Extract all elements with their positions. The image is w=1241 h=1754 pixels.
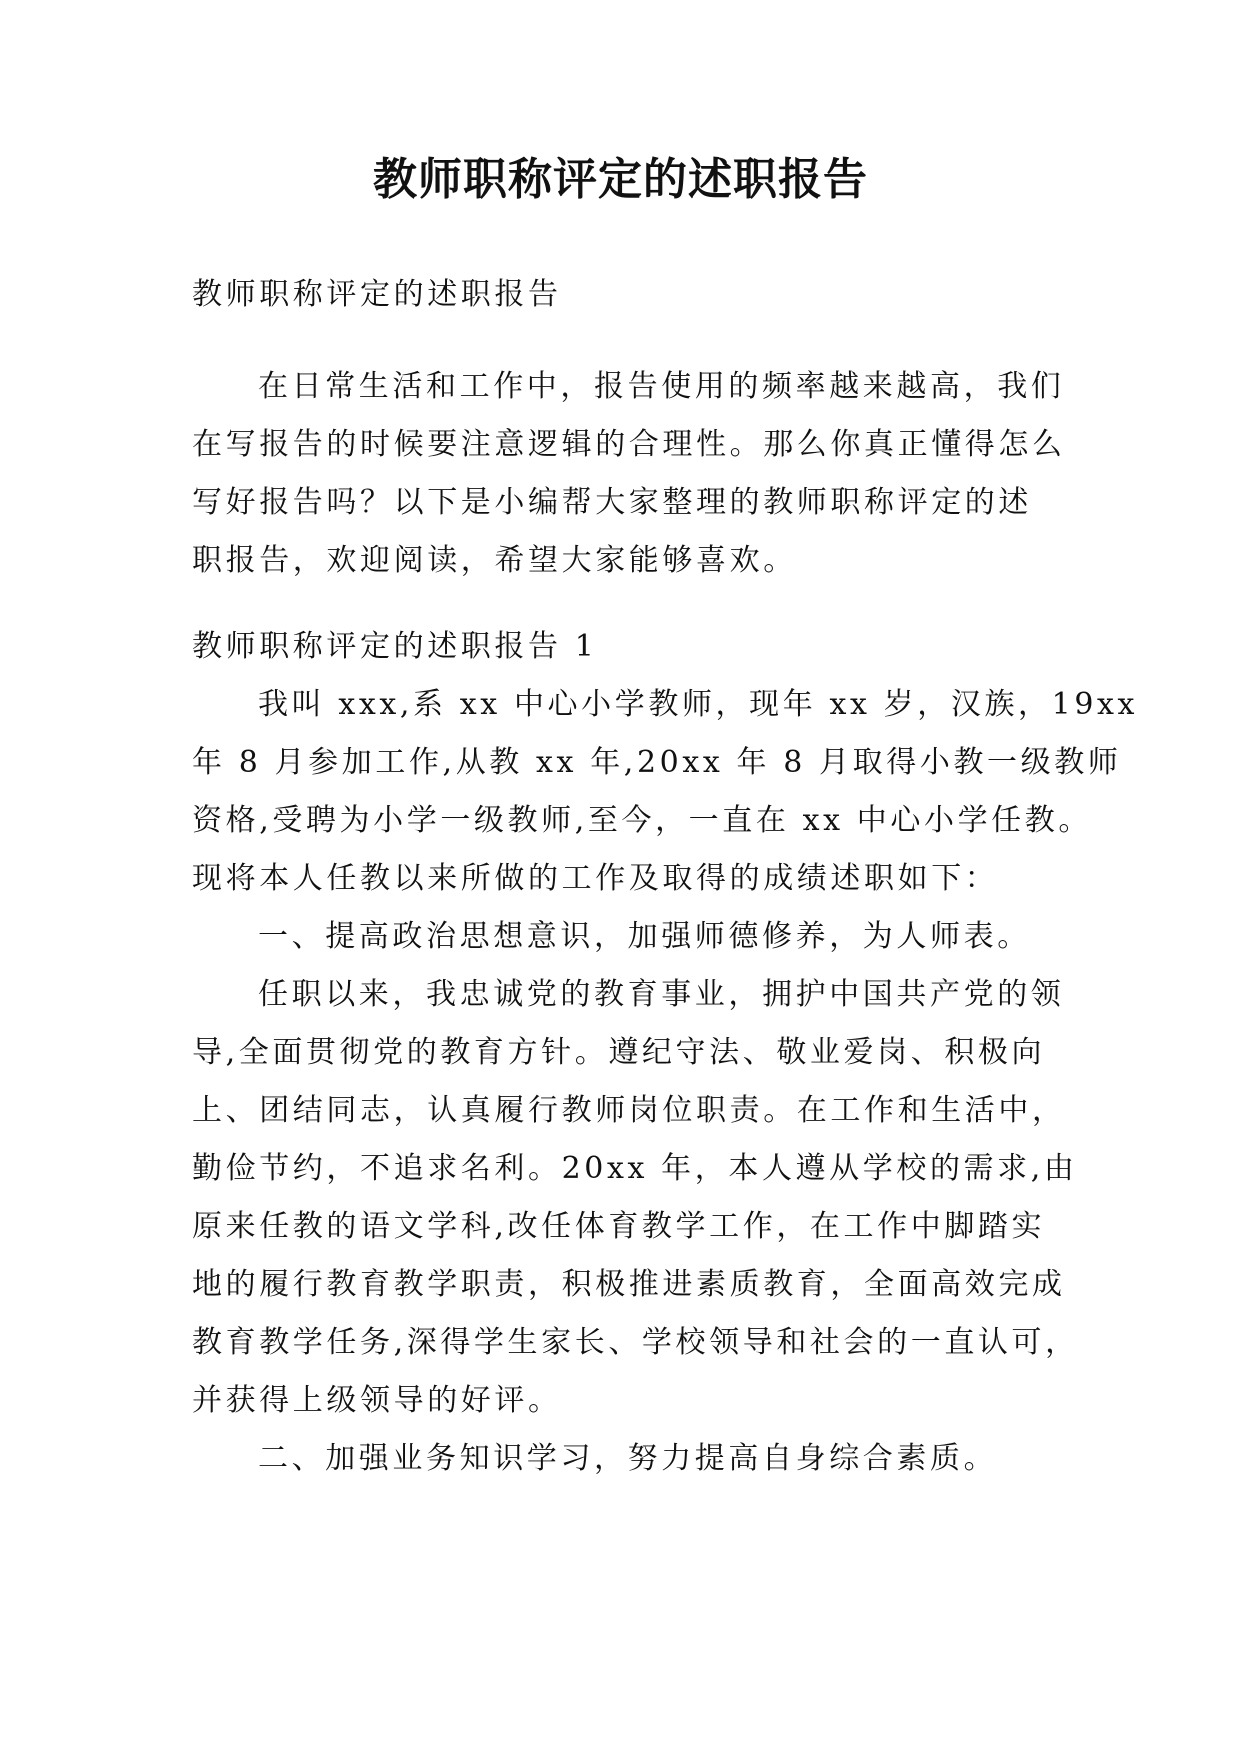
paragraph-line: 地的履行教育教学职责，积极推进素质教育，全面高效完成 [192,1267,1066,1302]
section-heading [192,618,1082,676]
paragraph-line: 年 8 月参加工作,从教 xx 年,20xx 年 8 月取得小教一级教师 [192,745,1122,780]
intro-line: 在写报告的时候要注意逻辑的合理性。那么你真正懂得怎么 [192,427,1066,462]
paragraph-line: 并获得上级领导的好评。 [192,1383,562,1418]
document-title: 教师职称评定的述职报告 [373,154,868,205]
paragraph-line: 我叫 xxx,系 xx 中心小学教师，现年 xx 岁，汉族，19xx [258,687,1139,722]
paragraph-line: 资格,受聘为小学一级教师,至今，一直在 xx 中心小学任教。 [192,803,1092,838]
paragraph-line: 教育教学任务,深得学生家长、学校领导和社会的一直认可， [192,1325,1079,1360]
point-heading-2 [192,1430,1082,1488]
paragraph-line: 原来任教的语文学科,改任体育教学工作，在工作中脚踏实 [192,1209,1046,1244]
paragraph-line: 任职以来，我忠诚党的教育事业，拥护中国共产党的领 [258,977,1065,1012]
body-paragraph-1 [192,676,1139,908]
intro-line: 写好报告吗？以下是小编帮大家整理的教师职称评定的述 [192,485,1032,520]
paragraph-line: 上、团结同志，认真履行教师岗位职责。在工作和生活中， [192,1093,1066,1128]
document-subtitle [192,266,1082,324]
subtitle-line: 教师职称评定的述职报告 [192,277,562,312]
paragraph-line: 勤俭节约，不追求名利。20xx 年，本人遵从学校的需求,由 [192,1151,1078,1186]
intro-paragraph [192,358,1082,590]
point-line: 二、加强业务知识学习，努力提高自身综合素质。 [258,1441,998,1476]
point-line: 一、提高政治思想意识，加强师德修养，为人师表。 [258,919,1031,954]
point-heading-1 [192,908,1082,966]
intro-line: 在日常生活和工作中，报告使用的频率越来越高，我们 [258,369,1065,404]
body-paragraph-2 [192,966,1082,1430]
intro-line: 职报告，欢迎阅读，希望大家能够喜欢。 [192,543,797,578]
section-heading-line: 教师职称评定的述职报告 1 [192,629,598,664]
paragraph-line: 导,全面贯彻党的教育方针。遵纪守法、敬业爱岗、积极向 [192,1035,1046,1070]
paragraph-line: 现将本人任教以来所做的工作及取得的成绩述职如下： [192,861,999,896]
